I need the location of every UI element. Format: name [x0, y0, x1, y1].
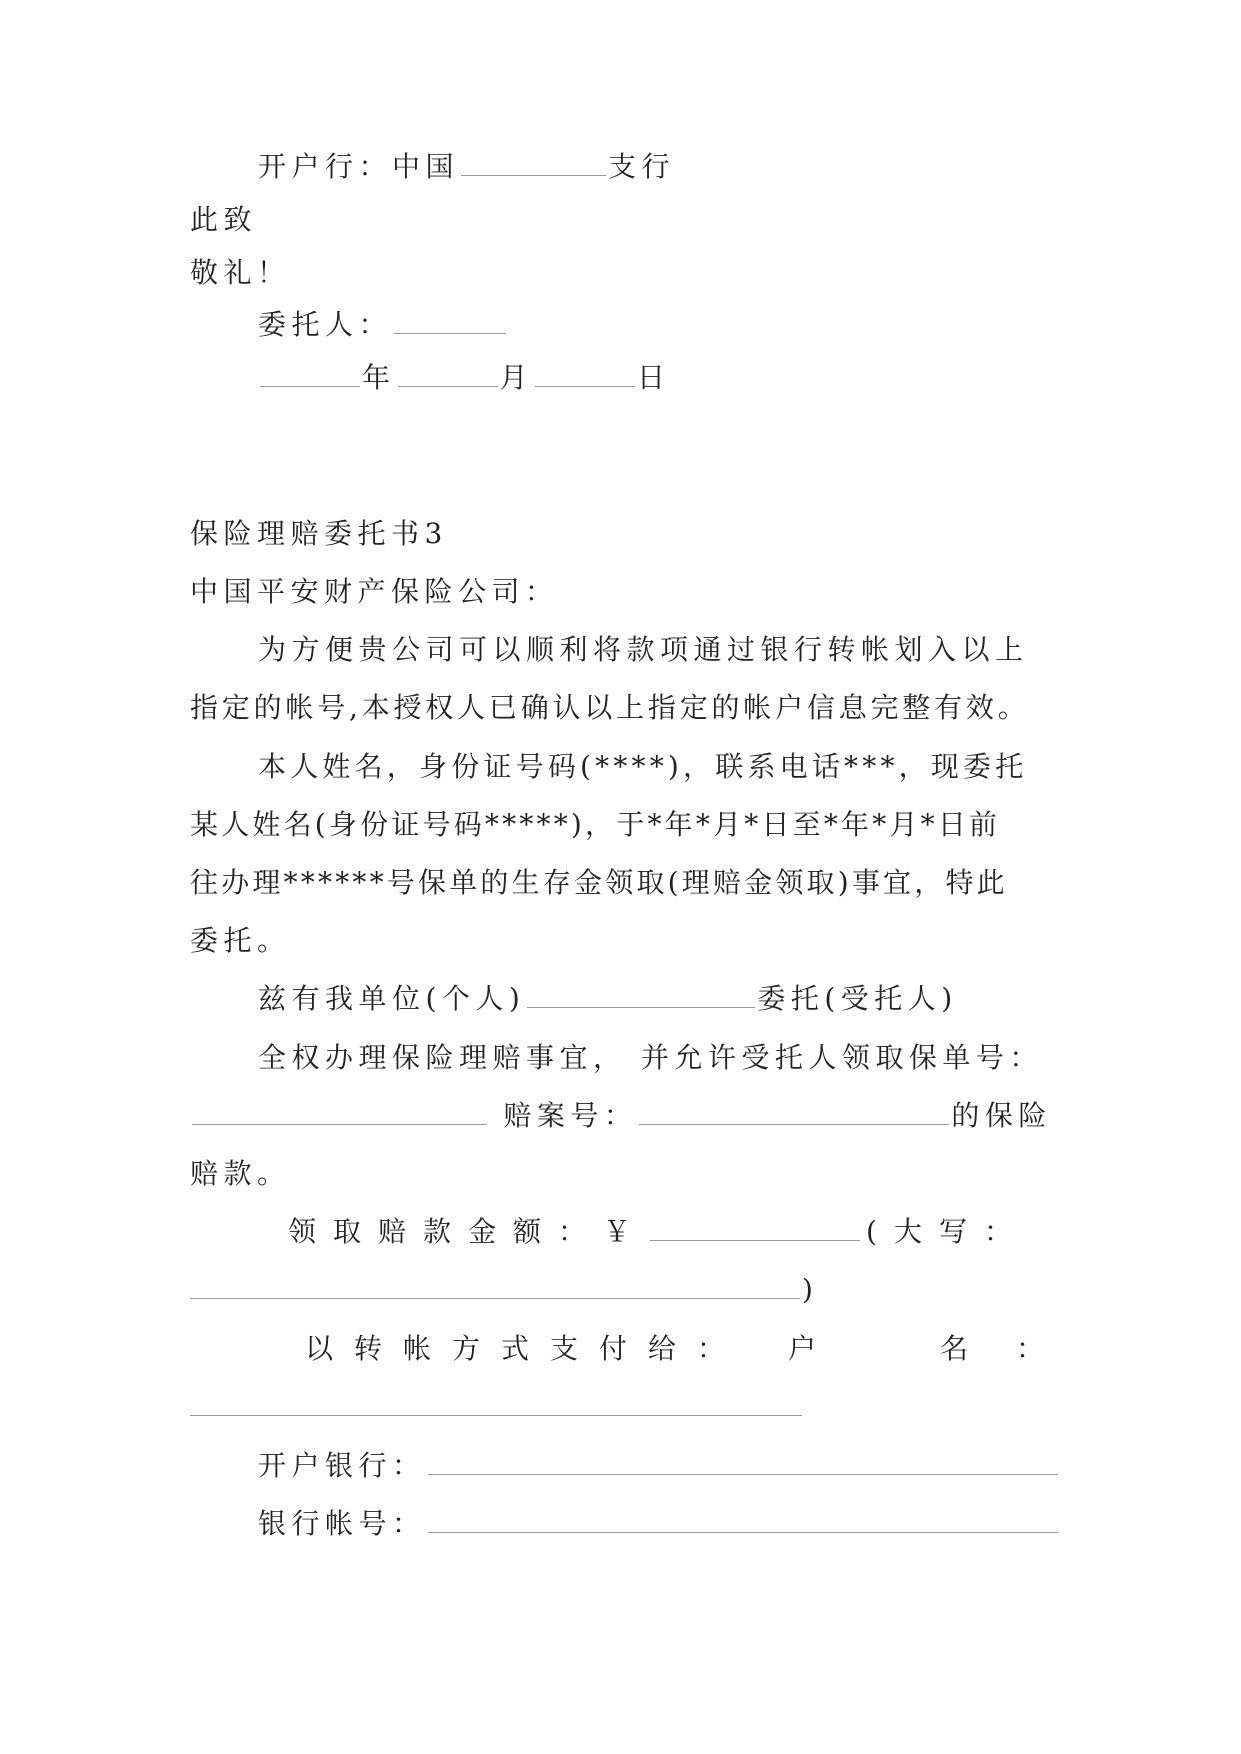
bank-prefix: 开户行：中国	[258, 150, 460, 183]
day-label: 日	[637, 361, 671, 394]
closing-1: 此致	[190, 203, 258, 236]
principal-line	[258, 308, 508, 342]
bank-name-label: 开户银行：	[258, 1449, 426, 1482]
account-no-line	[258, 1507, 1060, 1541]
amount-blank[interactable]	[650, 1216, 860, 1241]
account-name-blank[interactable]	[190, 1391, 802, 1416]
close-paren: )	[802, 1273, 819, 1306]
p2-line4: 委托。	[190, 924, 291, 957]
p2-line2: 某人姓名(身份证号码*****)，于*年*月*日至*年*月*日前	[190, 808, 1001, 841]
bank-suffix: 支行	[608, 150, 676, 183]
bank-line	[258, 150, 675, 184]
month-blank[interactable]	[398, 362, 498, 387]
amount-caps-label: (大写：	[866, 1215, 1029, 1248]
p4-tail: 的保险	[951, 1099, 1052, 1132]
account-name-line	[190, 1390, 804, 1424]
amount-line	[288, 1215, 1029, 1249]
p4-line1: 全权办理保险理赔事宜， 并允许受托人领取保单号：	[258, 1041, 1043, 1074]
amount-caps-blank[interactable]	[190, 1274, 800, 1299]
p1-line2: 指定的帐号,本授权人已确认以上指定的帐户信息完整有效。	[190, 691, 1030, 724]
addressee: 中国平安财产保险公司：	[190, 575, 559, 608]
p3-suffix: 委托(受托人)	[757, 982, 958, 1015]
account-name-label: 户 名：	[788, 1332, 1093, 1365]
bank-name-line	[258, 1449, 1060, 1483]
section-title: 保险理赔委托书3	[190, 517, 448, 550]
principal-label: 委托人：	[258, 308, 393, 341]
p3-label: 兹有我单位(个人)	[258, 982, 526, 1015]
case-no-label: 赔案号：	[503, 1099, 638, 1132]
date-line	[258, 361, 671, 395]
trustee-blank[interactable]	[527, 983, 755, 1008]
year-label: 年	[362, 361, 396, 394]
account-no-blank[interactable]	[428, 1508, 1058, 1533]
month-label: 月	[499, 361, 534, 394]
account-no-label: 银行帐号：	[258, 1507, 426, 1540]
p2-line1: 本人姓名，身份证号码(****)，联系电话***，现委托	[258, 750, 1028, 783]
p3-line	[258, 982, 958, 1016]
transfer-label: 以转帐方式支付给：	[305, 1332, 747, 1365]
p1-line1: 为方便贵公司可以顺利将款项通过银行转帐划入以上	[258, 633, 1029, 666]
bank-name-blank[interactable]	[428, 1450, 1058, 1475]
principal-blank[interactable]	[394, 309, 506, 334]
year-blank[interactable]	[260, 362, 360, 387]
p4-line3: 赔款。	[190, 1157, 291, 1190]
bank-blank[interactable]	[461, 151, 606, 176]
policy-no-blank[interactable]	[192, 1100, 487, 1125]
p4-line2	[190, 1099, 1052, 1133]
day-blank[interactable]	[535, 362, 635, 387]
case-no-blank[interactable]	[639, 1100, 949, 1125]
closing-2: 敬礼！	[190, 256, 291, 289]
p2-line3: 往办理******号保单的生存金领取(理赔金领取)事宜，特此	[190, 866, 1008, 899]
transfer-line	[305, 1332, 1092, 1366]
amount-caps-line	[190, 1273, 818, 1307]
amount-label: 领取赔款金额：￥	[288, 1215, 649, 1248]
